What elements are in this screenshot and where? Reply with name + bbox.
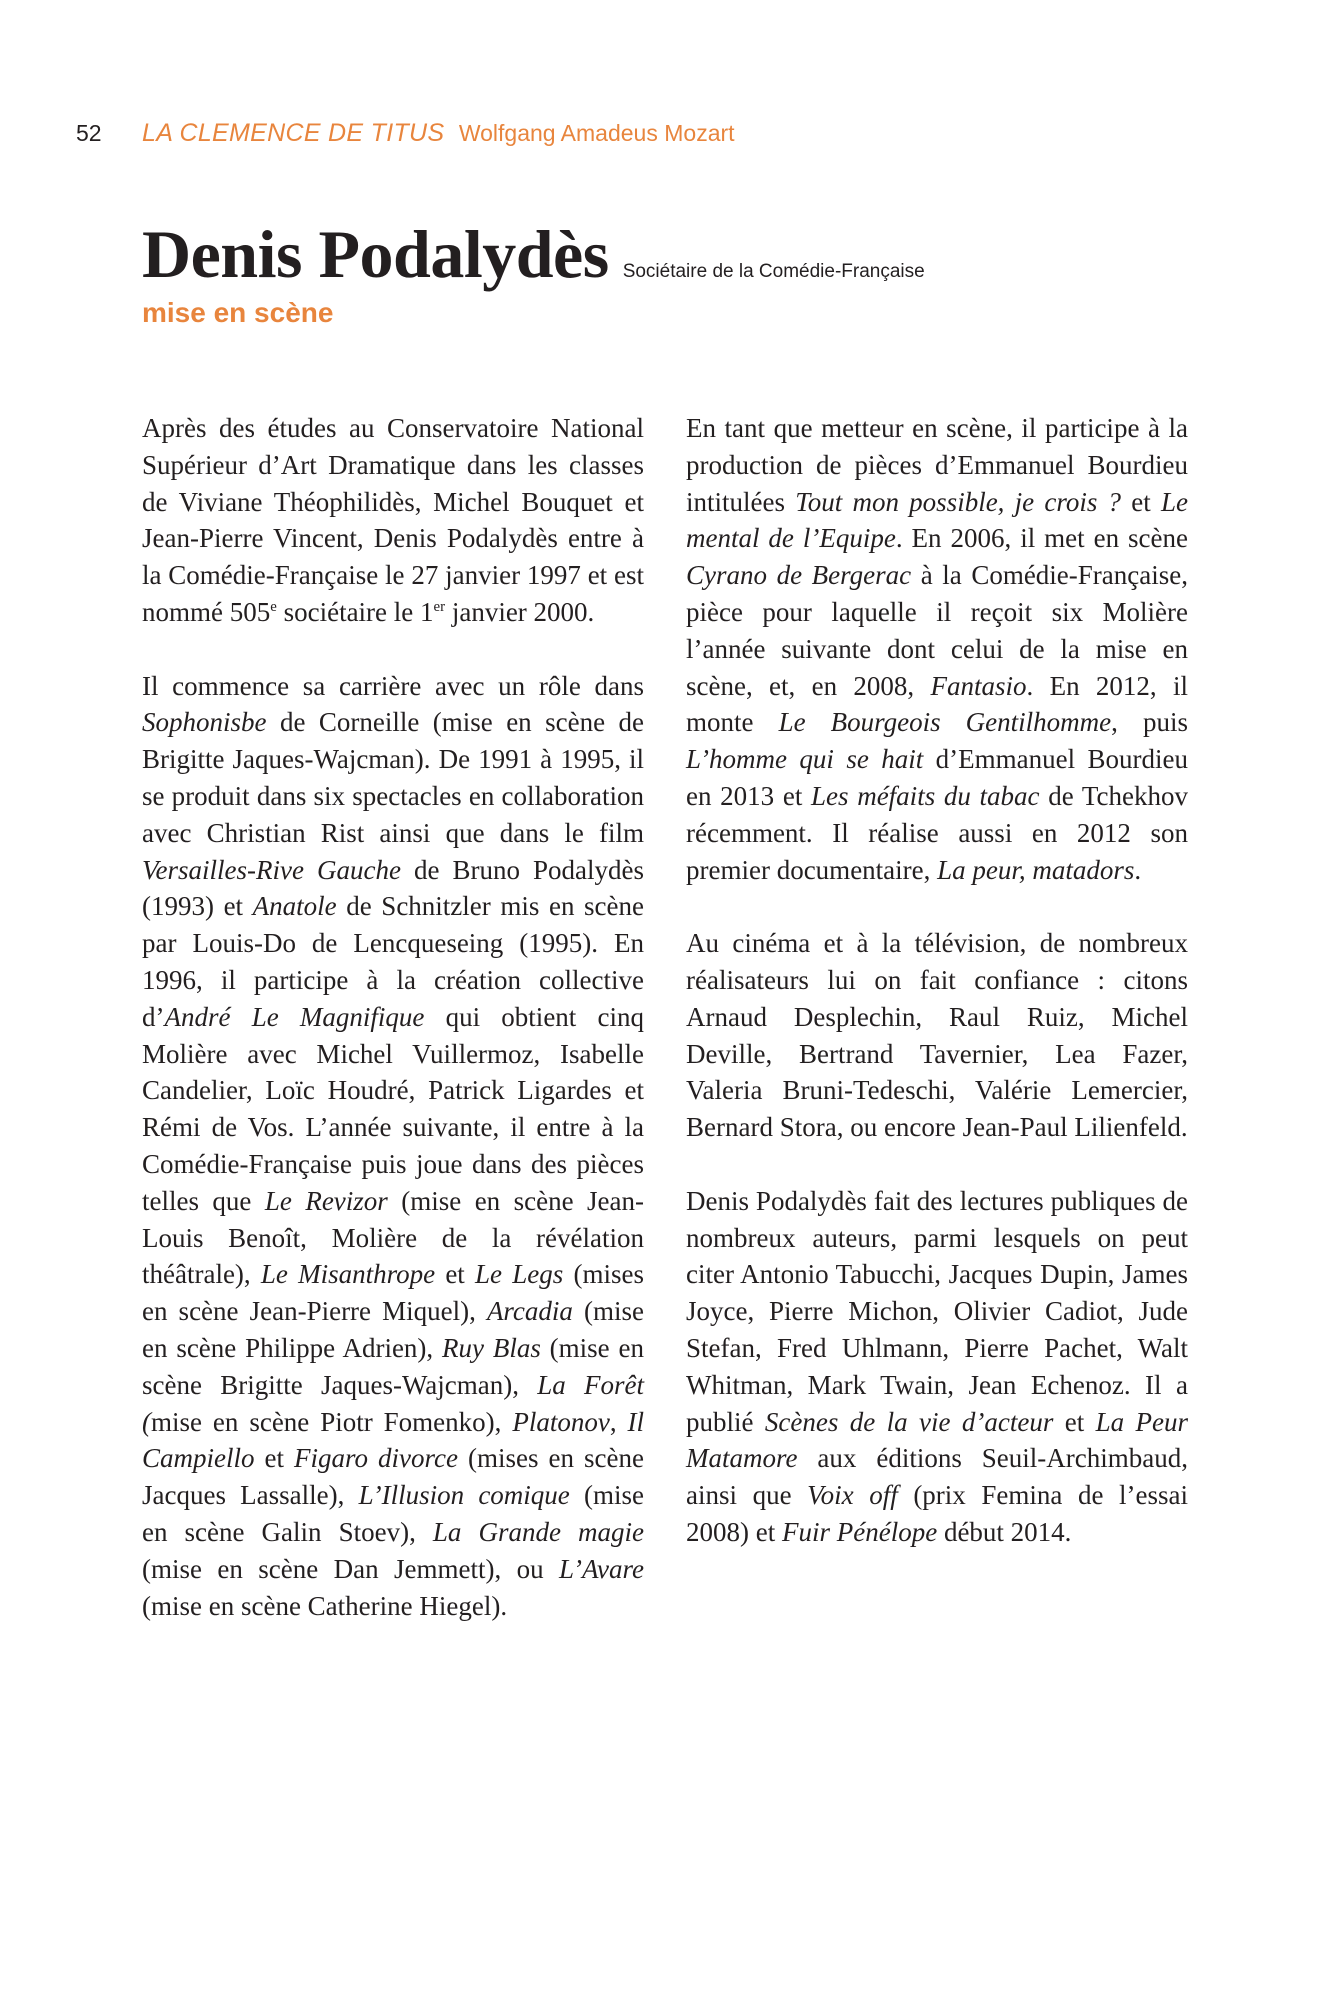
opera-title: LA CLEMENCE DE TITUS: [142, 119, 445, 147]
text-run: et: [1121, 486, 1161, 517]
work-title: Arcadia: [486, 1296, 573, 1327]
work-title: Versailles-Rive Gauche: [142, 854, 401, 885]
work-title: Platonov: [512, 1406, 610, 1437]
text-run: janvier 2000.: [445, 596, 595, 627]
work-title: Ruy Blas: [442, 1332, 541, 1363]
text-run: (mises en scène Jean-Pierre Miquel),: [142, 1259, 644, 1327]
superscript: er: [433, 598, 446, 615]
text-run: début 2014.: [937, 1516, 1072, 1547]
superscript: e: [270, 598, 277, 615]
text-run: et: [435, 1259, 476, 1290]
text-run: Denis Podalydès fait des lectures publiques de nombreux auteurs, parmi lesquels on peut citer Antonio Tabucchi, Jacques Dupin, James Joyce, Pierre Michon, Olivier Cadiot, Jude Stefan, Fred Uhlmann, Pierre Pachet, Walt Whitman, Mark Twain, Jean Echenoz. Il a publié: [686, 1185, 1188, 1437]
text-run: Après des études au Conservatoire National Supérieur d’Art Dramatique dans les classes de Viviane Théophilidès, Michel Bouquet et Jean-Pierre Vincent, Denis Podalydès entre à la Comédie-Française le 27 janvier 1997 et est nommé 505: [142, 413, 644, 627]
biography-paragraph: [142, 410, 644, 631]
work-title: Le Legs: [475, 1259, 564, 1290]
text-run: et: [1053, 1406, 1096, 1437]
biography-paragraph: [686, 410, 1188, 888]
work-title: Le Misanthrope: [260, 1259, 436, 1290]
biography-paragraph: [142, 668, 644, 1625]
work-title: La peur, matadors: [937, 854, 1135, 885]
work-title: Scènes de la vie d’acteur: [764, 1406, 1054, 1437]
text-run: Il commence sa carrière avec un rôle dans: [142, 670, 644, 701]
work-title: Le mental de l’Equipe: [686, 486, 1188, 554]
work-title: Le Bourgeois Gentilhomme: [778, 707, 1112, 738]
left-text-column: [142, 410, 644, 1624]
text-run: , puis: [1111, 707, 1188, 738]
work-title: Tout mon possible, je crois ?: [795, 486, 1122, 517]
text-run: (mise en scène Philippe Adrien),: [142, 1296, 644, 1363]
person-role: mise en scène: [142, 297, 334, 328]
work-title: Anatole: [252, 891, 337, 922]
work-title: La Grande magie: [432, 1516, 644, 1547]
work-title: La Forêt (: [142, 1369, 644, 1437]
work-title: Sophonisbe: [142, 707, 267, 738]
text-run: à la Comédie-Française, pièce pour laquelle il reçoit six Molière l’année suivante dont celui de la mise en scène, et, en 2008,: [686, 560, 1188, 701]
work-title: L’Illusion comique: [358, 1480, 570, 1511]
work-title: L’homme qui se hait: [686, 744, 924, 775]
text-run: (mise en scène Catherine Hiegel).: [142, 1590, 508, 1621]
text-run: aux éditions Seuil-Archimbaud, ainsi que: [686, 1443, 1188, 1511]
text-run: (mise en scène Jean-Louis Benoît, Molière de la révélation théâtrale),: [142, 1185, 645, 1290]
work-title: Cyrano de Bergerac: [686, 560, 912, 591]
work-title: Fantasio: [930, 670, 1027, 701]
work-title: André Le Magnifique: [164, 1001, 425, 1032]
text-run: . En 2006, il met en scène: [895, 523, 1188, 554]
text-run: de Tchekhov récemment. Il réalise aussi en 2012 son premier documentaire,: [686, 780, 1188, 885]
biography-heading: [142, 216, 925, 292]
running-header: [142, 118, 735, 152]
text-run: En tant que metteur en scène, il participe à la production de pièces d’Emmanuel Bourdieu intitulées: [686, 413, 1188, 517]
biography-paragraph: [686, 1183, 1188, 1551]
right-text-column: [686, 410, 1188, 1551]
text-run: (mise en scène Brigitte Jaques-Wajcman),: [142, 1332, 644, 1400]
person-affiliation: Sociétaire de la Comédie-Française: [622, 261, 925, 282]
text-run: (prix Femina de l’essai 2008) et: [686, 1480, 1188, 1547]
text-run: qui obtient cinq Molière avec Michel Vuillermoz, Isabelle Candelier, Loïc Houdré, Patrick Ligardes et Rémi de Vos. L’année suivante, il entre à la Comédie-Française puis joue dans des pièces telles que: [142, 1001, 644, 1216]
composer-name: Wolfgang Amadeus Mozart: [458, 120, 735, 146]
work-title: Voix off: [807, 1480, 898, 1511]
biography-paragraph: [686, 925, 1188, 1146]
text-run: de Schnitzler mis en scène par Louis-Do de Lencqueseing (1995). En 1996, il participe à la création collective d’: [142, 891, 644, 1032]
text-run: . En 2012, il monte: [686, 670, 1188, 738]
text-run: (mise en scène Galin Stoev),: [142, 1480, 644, 1547]
work-title: Le Revizor: [264, 1185, 388, 1216]
text-run: (mises en scène Jacques Lassalle),: [142, 1443, 644, 1511]
work-title: Il Campiello: [142, 1406, 644, 1474]
text-run: de Corneille (mise en scène de Brigitte Jaques-Wajcman). De 1991 à 1995, il se produit dans six spectacles en collaboration avec Christian Rist ainsi que dans le film: [142, 707, 644, 848]
text-run: (mise en scène Dan Jemmett), ou: [142, 1553, 560, 1584]
work-title: Les méfaits du tabac: [811, 780, 1040, 811]
work-title: L’Avare: [559, 1553, 644, 1584]
text-run: Au cinéma et à la télévision, de nombreux réalisateurs lui on fait confiance : citons Arnaud Desplechin, Raul Ruiz, Michel Deville, Bertrand Tavernier, Lea Fazer, Valeria Bruni-Tedeschi, Valérie Lemercier, Bernard Stora, ou encore Jean-Paul Lilienfeld.: [686, 928, 1188, 1143]
text-run: ,: [609, 1406, 628, 1437]
text-run: .: [1134, 854, 1142, 885]
work-title: Fuir Pénélope: [781, 1516, 938, 1547]
text-run: d’Emmanuel Bourdieu en 2013 et: [686, 744, 1189, 811]
text-run: mise en scène Piotr Fomenko),: [151, 1406, 513, 1437]
text-run: de Bruno Podalydès (1993) et: [142, 854, 644, 922]
text-run: sociétaire le 1: [276, 596, 434, 627]
work-title: La Peur Matamore: [686, 1406, 1188, 1474]
person-name: Denis Podalydès: [142, 216, 609, 292]
page-number: 52: [76, 120, 102, 146]
text-run: et: [254, 1443, 295, 1474]
work-title: Figaro divorce: [294, 1443, 459, 1474]
